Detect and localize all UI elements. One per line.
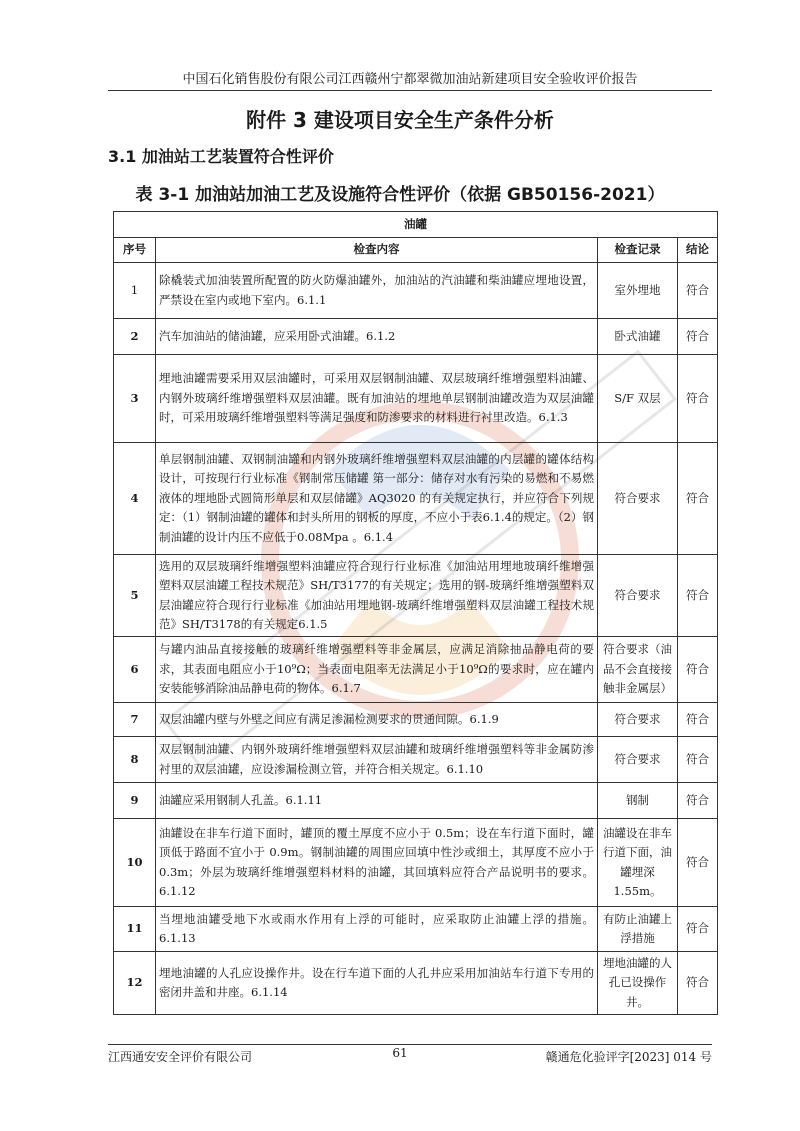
section-heading: 3.1 加油站工艺装置符合性评价: [108, 147, 334, 166]
row-result: 符合: [678, 637, 718, 703]
table-row: [114, 319, 718, 355]
table-row: [114, 637, 718, 703]
row-content: 埋地油罐需要采用双层油罐时，可采用双层钢制油罐、双层玻璃纤维增强塑料油罐、内钢外玻璃纤维增强塑料双层油罐。既有加油站的埋地单层钢制油罐改造为双层油罐时，可采用玻璃纤维增强塑料等满足强度和防渗要求的材料进行衬里改造。6.1.3: [156, 355, 598, 443]
row-number: 4: [114, 443, 156, 555]
row-content: 油罐设在非车行道下面时，罐顶的覆土厚度不应小于 0.5m；设在车行道下面时，罐顶低于路面不宜小于 0.9m。钢制油罐的周围应回填中性沙或细土，其厚度不应小于 0.3m；外层为玻璃纤维增强塑料材料的油罐，其回填料应符合产品说明书的要求。6.1.12: [156, 819, 598, 907]
row-record: 符合要求: [598, 443, 678, 555]
row-content: 当埋地油罐受地下水或雨水作用有上浮的可能时，应采取防止油罐上浮的措施。6.1.13: [156, 907, 598, 952]
column-header-result: 结论: [678, 238, 718, 263]
row-result: 符合: [678, 703, 718, 737]
row-content: 与罐内油品直接接触的玻璃纤维增强塑料等非金属层，应满足消除抽品静电荷的要求，其表面电阻应小于10⁹Ω；当表面电阻率无法满足小于10⁹Ω的要求时，应在罐内安装能够消除油品静电荷的物体。6.1.7: [156, 637, 598, 703]
column-header-record: 检查记录: [598, 238, 678, 263]
row-record: 符合要求: [598, 703, 678, 737]
group-header: 油罐: [114, 212, 718, 238]
row-result: 符合: [678, 952, 718, 1015]
table-row: [114, 703, 718, 737]
row-number: 2: [114, 319, 156, 355]
table-row: [114, 907, 718, 952]
row-number: 11: [114, 907, 156, 952]
table-row: [114, 819, 718, 907]
page-header: 中国石化销售股份有限公司江西赣州宁都翠微加油站新建项目安全验收评价报告: [108, 68, 712, 91]
table-row: [114, 783, 718, 819]
page-title: 附件 3 建设项目安全生产条件分析: [246, 108, 554, 132]
table-row: [114, 263, 718, 319]
row-content: 埋地油罐的人孔应设操作井。设在行车道下面的人孔井应采用加油站车行道下专用的密闭井盖和井座。6.1.14: [156, 952, 598, 1015]
row-number: 5: [114, 555, 156, 637]
row-record: 室外埋地: [598, 263, 678, 319]
row-number: 7: [114, 703, 156, 737]
table-row: [114, 952, 718, 1015]
table-row: [114, 355, 718, 443]
row-record: 埋地油罐的人孔已设操作井。: [598, 952, 678, 1015]
row-result: 符合: [678, 555, 718, 637]
table-row: [114, 443, 718, 555]
row-record: 符合要求（油品不会直接接触非金属层）: [598, 637, 678, 703]
row-result: 符合: [678, 319, 718, 355]
row-content: 除橇装式加油装置所配置的防火防爆油罐外，加油站的汽油罐和柴油罐应埋地设置，严禁设在室内或地下室内。6.1.1: [156, 263, 598, 319]
page-number: 61: [392, 1046, 408, 1060]
row-record: 油罐设在非车行道下面，油罐埋深1.55m。: [598, 819, 678, 907]
row-record: 钢制: [598, 783, 678, 819]
row-number: 10: [114, 819, 156, 907]
evaluation-table: [113, 211, 718, 1015]
row-number: 12: [114, 952, 156, 1015]
row-number: 8: [114, 737, 156, 783]
row-result: 符合: [678, 263, 718, 319]
row-record: S/F 双层: [598, 355, 678, 443]
row-record: 有防止油罐上浮措施: [598, 907, 678, 952]
row-content: 单层钢制油罐、双钢制油罐和内钢外玻璃纤维增强塑料双层油罐的内层罐的罐体结构设计，可按现行行业标准《钢制常压储罐 第一部分：储存对水有污染的易燃和不易燃液体的埋地卧式圆筒形单层和双层储罐》AQ3020 的有关规定执行，并应符合下列规定：（1）钢制油罐的罐体和封头所用的钢板的厚度，不应小于表6.1.4的规定。（2）钢制油罐的设计内压不应低于0.08Mpa 。6.1.4: [156, 443, 598, 555]
row-record: 卧式油罐: [598, 319, 678, 355]
row-content: 双层油罐内壁与外壁之间应有满足渗漏检测要求的贯通间隙。6.1.9: [156, 703, 598, 737]
row-number: 6: [114, 637, 156, 703]
table-row: [114, 737, 718, 783]
row-content: 油罐应采用钢制人孔盖。6.1.11: [156, 783, 598, 819]
table-row: [114, 555, 718, 637]
row-record: 符合要求: [598, 737, 678, 783]
row-number: 3: [114, 355, 156, 443]
row-result: 符合: [678, 355, 718, 443]
row-result: 符合: [678, 737, 718, 783]
footer-divider: [108, 1044, 712, 1045]
row-result: 符合: [678, 783, 718, 819]
column-header-content: 检查内容: [156, 238, 598, 263]
row-result: 符合: [678, 443, 718, 555]
row-record: 符合要求: [598, 555, 678, 637]
footer-company: 江西通安安全评价有限公司: [108, 1050, 253, 1064]
row-result: 符合: [678, 907, 718, 952]
table-caption: 表 3-1 加油站加油工艺及设施符合性评价（依据 GB50156-2021）: [135, 185, 665, 205]
row-content: 选用的双层玻璃纤维增强塑料油罐应符合现行行业标准《加油站用埋地玻璃纤维增强塑料双层油罐工程技术规范》SH/T3177的有关规定；选用的钢-玻璃纤维增强塑料双层油罐应符合现行行业标准《加油站用埋地钢-玻璃纤维增强塑料双层油罐工程技术规范》SH/T3178的有关规定6.1.5: [156, 555, 598, 637]
column-header-no: 序号: [114, 238, 156, 263]
row-number: 1: [114, 263, 156, 319]
row-number: 9: [114, 783, 156, 819]
footer-report-number: 赣通危化验评字[2023] 014 号: [545, 1050, 712, 1064]
row-content: 双层钢制油罐、内钢外玻璃纤维增强塑料双层油罐和玻璃纤维增强塑料等非金属防渗衬里的双层油罐，应设渗漏检测立管，并符合相关规定。6.1.10: [156, 737, 598, 783]
row-content: 汽车加油站的储油罐，应采用卧式油罐。6.1.2: [156, 319, 598, 355]
row-result: 符合: [678, 819, 718, 907]
